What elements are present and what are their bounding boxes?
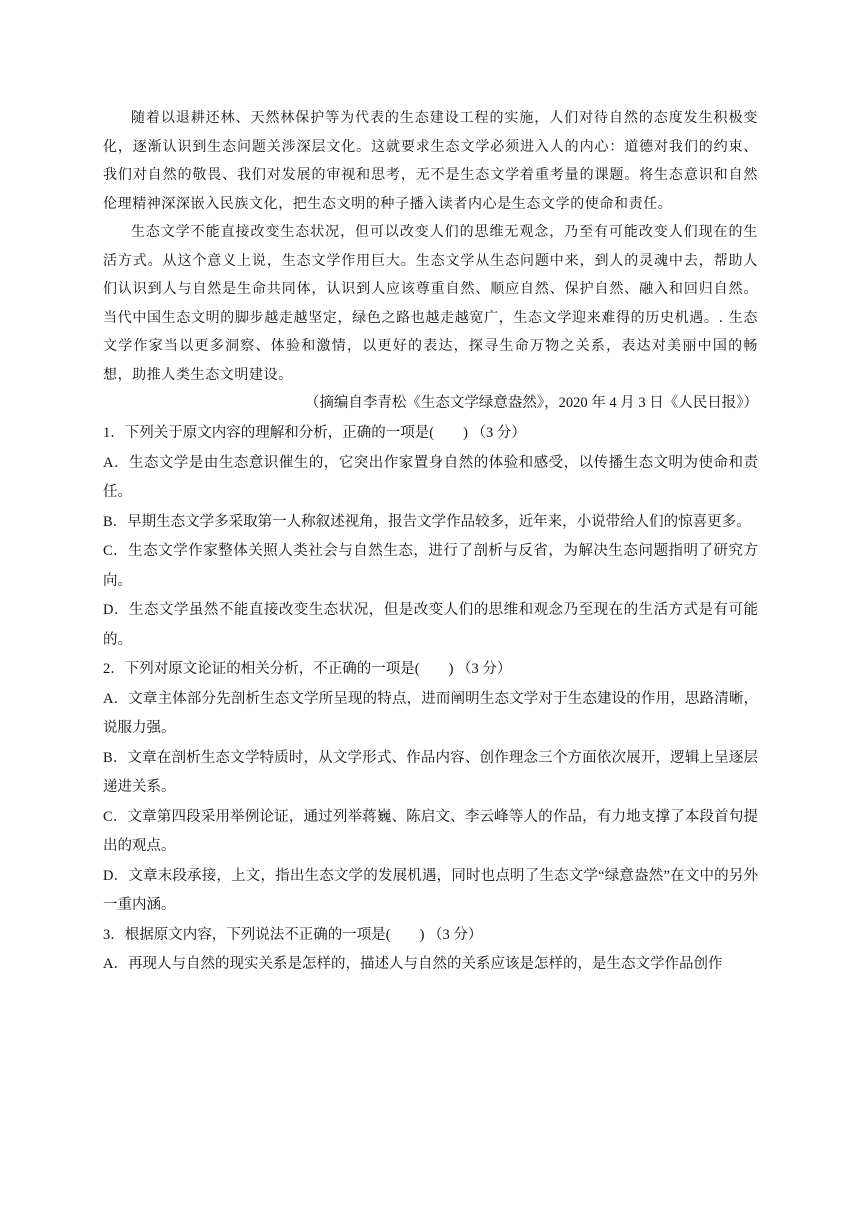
option-a: A．再现人与自然的现实关系是怎样的，描述人与自然的关系应该是怎样的，是生态文学作品创作	[103, 956, 723, 972]
option-b: B．文章在剖析生态文学特质时，从文学形式、作品内容、创作理念三个方面依次展开，逻辑上呈逐层递进关系。	[103, 749, 758, 795]
document-page	[103, 104, 758, 980]
option-a: A．文章主体部分先剖析生态文学所呈现的特点，进而阐明生态文学对于生态建设的作用，思路清晰，说服力强。	[103, 690, 758, 736]
question-stem: 2．下列对原文论证的相关分析，不正确的一项是( ) （3 分）	[103, 661, 512, 677]
option-c: C．生态文学作家整体关照人类社会与自然生态，进行了剖析与反省，为解决生态问题指明了研究方向。	[103, 543, 758, 589]
question-stem: 1．下列关于原文内容的理解和分析，正确的一项是( ) （3 分）	[103, 425, 526, 441]
option-b: B．早期生态文学多采取第一人称叙述视角，报告文学作品较多，近年来，小说带给人们的惊喜更多。	[103, 513, 751, 530]
passage-paragraph-2: 生态文学不能直接改变生态状况，但可以改变人们的思维无观念，乃至有可能改变人们现在的生活方式。从这个意义上说，生态文学作用巨大。生态文学从生态问题中来，到人的灵魂中去，帮助人们认识到人与自然是生命共同体，认识到人应该尊重自然、顺应自然、保护自然、融入和回归自然。当代中国生态文明的脚步越走越坚定，绿色之路也越走越宽广，生态文学迎来难得的历史机遇。. 生态文学作家当以更多洞察、体验和激情，以更好的表达，探寻生命万物之关系，表达对美丽中国的畅想，助推人类生态文明建设。	[103, 224, 758, 383]
option-c: C．文章第四段采用举例论证，通过列举蒋巍、陈启文、李云峰等人的作品，有力地支撑了本段首句提出的观点。	[103, 808, 758, 854]
option-a: A．生态文学是由生态意识催生的，它突出作家置身自然的体验和感受，以传播生态文明为使命和责任。	[103, 454, 758, 500]
option-d: D．文章末段承接，上文，指出生态文学的发展机遇，同时也点明了生态文学“绿意盎然”在文中的另外一重内涵。	[103, 867, 758, 913]
question-2	[103, 655, 758, 921]
question-3	[103, 921, 758, 980]
passage-paragraph-1: 随着以退耕还林、天然林保护等为代表的生态建设工程的实施，人们对待自然的态度发生积极变化，逐渐认识到生态问题关涉深层文化。这就要求生态文学必须进入人的内心：道德对我们的约束、我们对自然的敬畏、我们对发展的审视和思考，无不是生态文学着重考量的课题。将生态意识和自然伦理精神深深嵌入民族文化，把生态文明的种子播入读者内心是生态文学的使命和责任。	[103, 110, 758, 212]
passage	[103, 104, 758, 418]
passage-source: （摘编自李青松《生态文学绿意盎然》，2020 年 4 月 3 日《人民日报》）	[304, 395, 758, 411]
option-d: D．生态文学虽然不能直接改变生态状况，但是改变人们的思维和观念乃至现在的生活方式是有可能的。	[103, 602, 758, 648]
question-1	[103, 419, 758, 655]
question-stem: 3．根据原文内容，下列说法不正确的一项是( ) （3 分）	[103, 926, 483, 943]
